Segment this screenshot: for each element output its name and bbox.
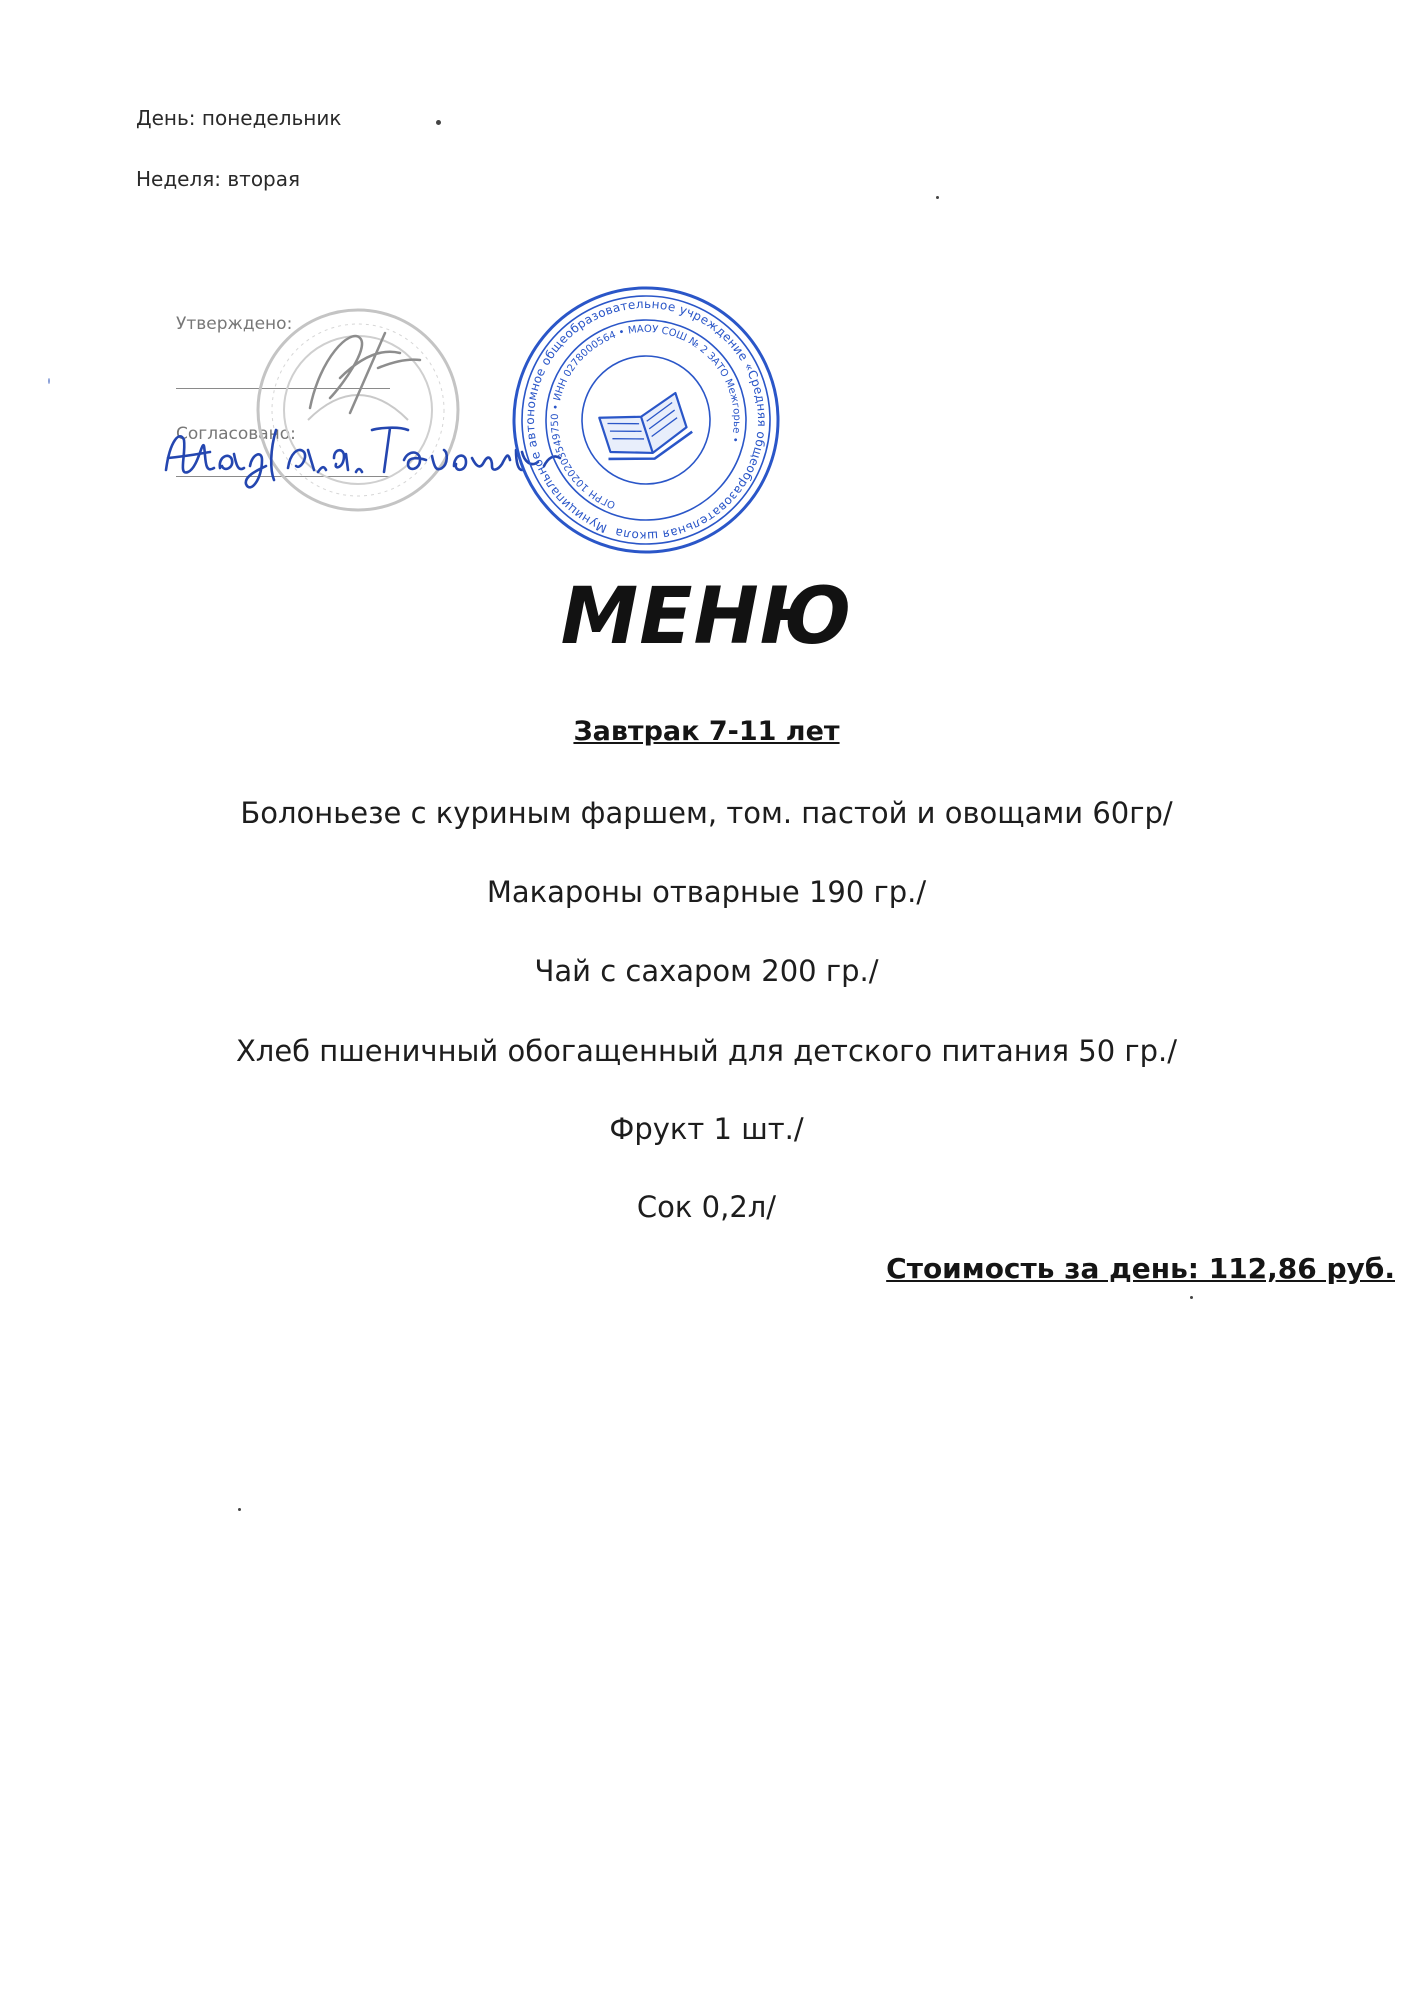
week-label: Неделя: вторая — [136, 167, 301, 191]
menu-item: Хлеб пшеничный обогащенный для детского питания 50 гр./ — [235, 1034, 1178, 1068]
scan-speck — [238, 1508, 241, 1511]
menu-item: Сок 0,2л/ — [636, 1190, 777, 1224]
daily-cost: Стоимость за день: 112,86 руб. — [886, 1252, 1395, 1285]
svg-text:Муниципальное автономное общео: Муниципальное автономное общеобразовательное учреждение «Средняя общеобразовательная школа № 2» ЗАТО Межгорье Республики Башкортостан — [456, 296, 770, 544]
approved-label: Утверждено: — [176, 314, 293, 334]
scan-speck — [48, 378, 50, 384]
menu-item: Болоньезе с куриным фаршем, том. пастой и овощами 60гр/ — [240, 796, 1173, 830]
meal-heading: Завтрак 7-11 лет — [573, 716, 840, 747]
menu-item: Макароны отварные 190 гр./ — [486, 875, 927, 909]
scan-speck — [1190, 1296, 1193, 1299]
scan-speck — [936, 196, 939, 199]
menu-title: МЕНЮ — [560, 572, 853, 662]
menu-item: Фрукт 1 шт./ — [609, 1112, 804, 1146]
scan-speck — [436, 120, 441, 125]
svg-text:ОГРН 1020203549750 • ИНН 02780: ОГРН 1020203549750 • ИНН 0278000564 • МАОУ СОШ № 2 ЗАТО Межгорье • — [549, 323, 743, 511]
agreed-label: Согласовано: — [176, 424, 296, 444]
menu-item: Чай с сахаром 200 гр./ — [534, 954, 879, 988]
day-label: День: понедельник — [136, 106, 342, 130]
blue-school-seal-icon — [456, 282, 784, 558]
